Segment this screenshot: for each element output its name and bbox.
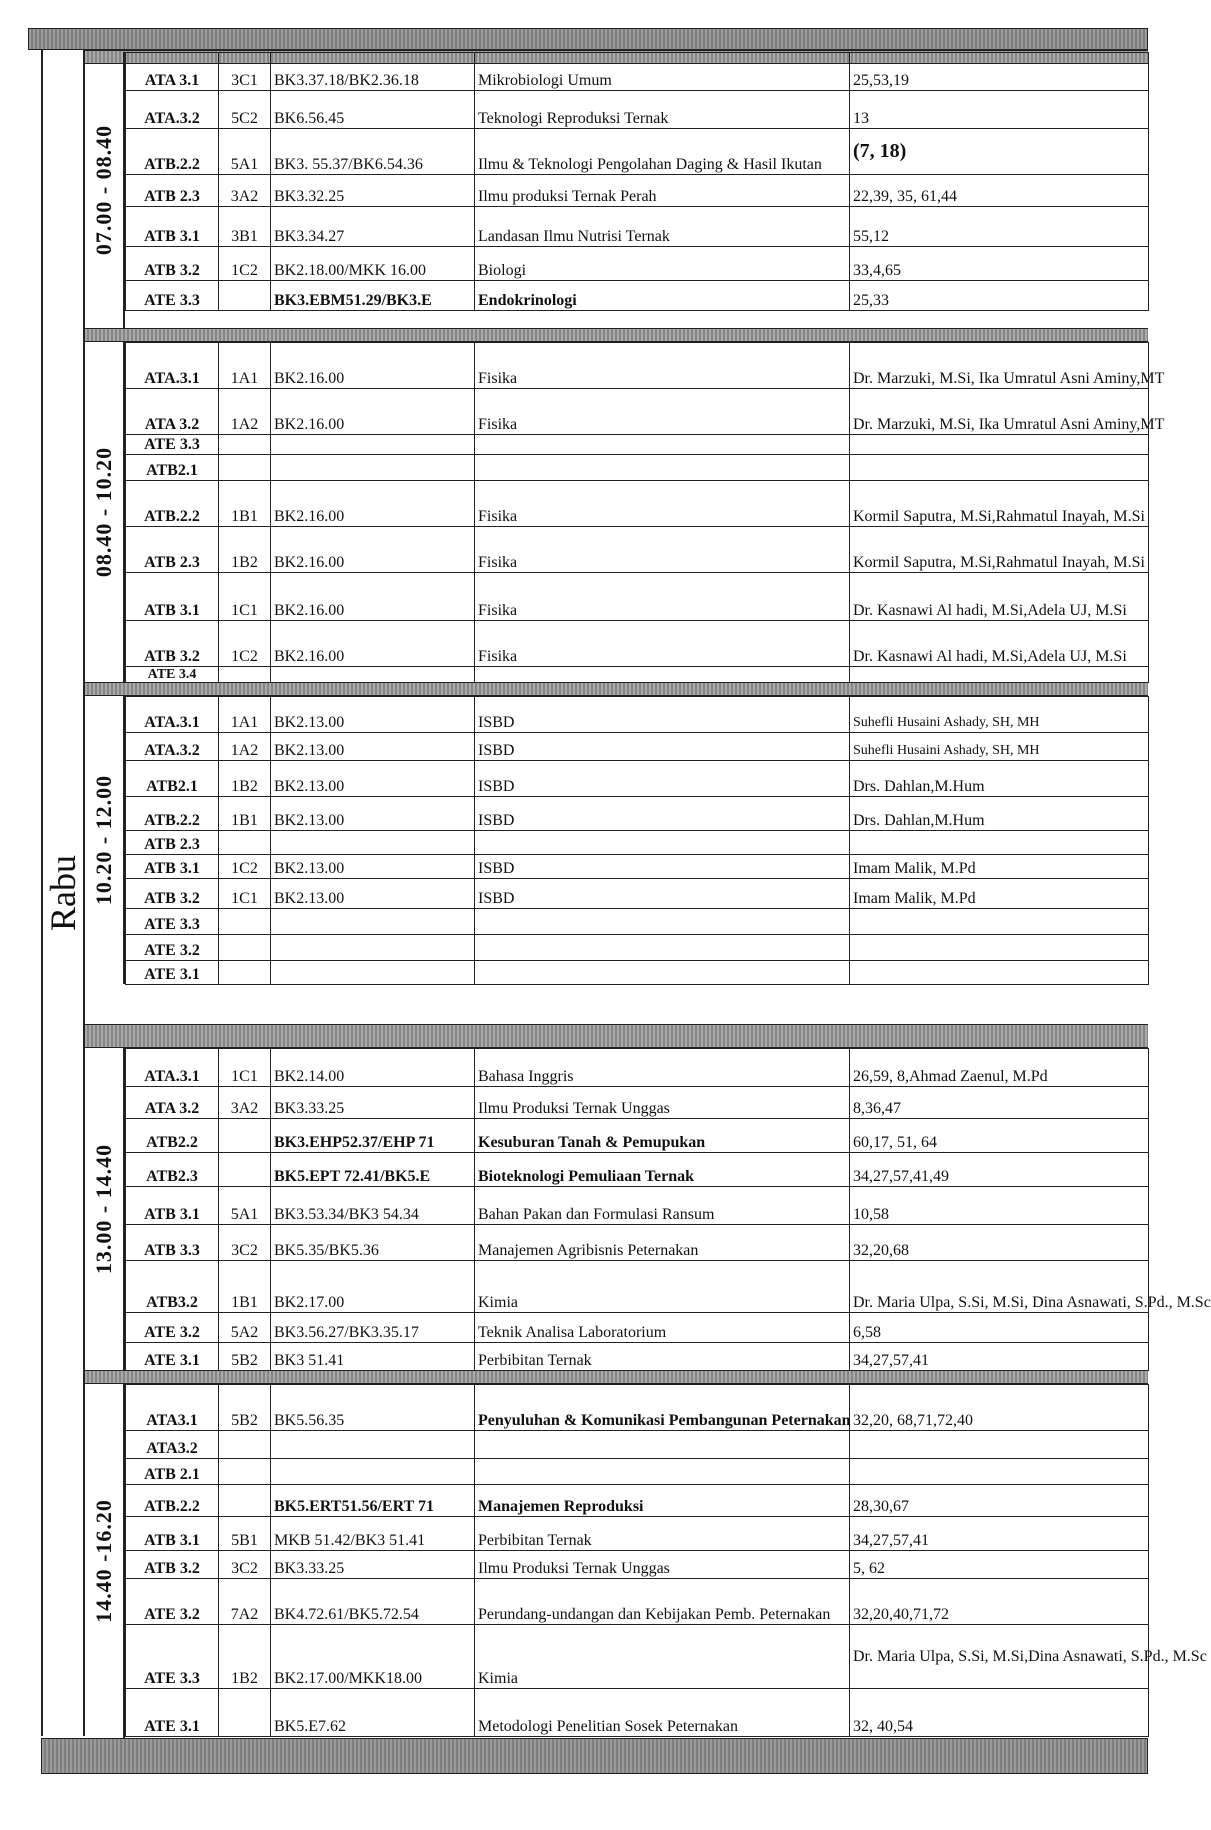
lecturer-cell: Kormil Saputra, M.Si,Rahmatul Inayah, M.Si [850,527,1149,573]
lecturer-cell: 10,58 [850,1187,1149,1225]
subject-cell: Ilmu & Teknologi Pengolahan Daging & Hasil Ikutan [475,129,850,175]
lecturer-cell: 13 [850,91,1149,129]
class-cell: ATB 3.1 [126,573,219,621]
table-row [126,1119,1149,1153]
lecturer-cell: 28,30,67 [850,1485,1149,1517]
lecturer-cell: 32, 40,54 [850,1689,1149,1737]
code-cell: BK3.53.34/BK3 54.34 [271,1187,475,1225]
room-cell: 1A1 [219,697,271,733]
subject-cell: ISBD [475,697,850,733]
lecturer-cell [850,455,1149,481]
table-row [126,1517,1149,1551]
class-cell: ATB 3.2 [126,247,219,281]
code-cell: BK2.14.00 [271,1049,475,1087]
block-separator [85,682,1148,696]
code-cell: BK3.33.25 [271,1087,475,1119]
lecturer-cell [850,831,1149,855]
code-cell: BK2.16.00 [271,621,475,667]
code-cell [271,1459,475,1485]
room-cell [219,455,271,481]
schedule-table [125,342,1165,683]
time-label: 13.00 - 14.40 [91,1143,116,1275]
code-cell [271,435,475,455]
subject-cell: Bahasa Inggris [475,1049,850,1087]
header-bar [28,28,1148,50]
subject-cell: Endokrinologi [475,281,850,311]
room-cell [219,667,271,683]
subject-cell [475,435,850,455]
class-cell: ATA.3.2 [126,733,219,761]
lecturer-cell: Dr. Marzuki, M.Si, Ika Umratul Asni Aminy,MT [850,389,1149,435]
class-cell: ATE 3.3 [126,909,219,935]
code-cell: BK3.32.25 [271,175,475,207]
lecturer-cell: 55,12 [850,207,1149,247]
table-row [126,761,1149,797]
subject-cell [475,909,850,935]
subject-cell: Bioteknologi Pemuliaan Ternak [475,1153,850,1187]
lecturer-cell: Suhefli Husaini Ashady, SH, MH [850,697,1149,733]
table-row [126,1385,1149,1431]
lecturer-cell: 60,17, 51, 64 [850,1119,1149,1153]
class-cell: ATB 3.2 [126,879,219,909]
time-cell [85,1384,125,1738]
subject-cell: Ilmu Produksi Ternak Unggas [475,1551,850,1579]
lecturer-cell: 26,59, 8,Ahmad Zaenul, M.Pd [850,1049,1149,1087]
lecturer-cell: 22,39, 35, 61,44 [850,175,1149,207]
table-row [126,53,1149,91]
lecturer-cell: 32,20,40,71,72 [850,1579,1149,1625]
subject-cell: Kesuburan Tanah & Pemupukan [475,1119,850,1153]
subject-cell: Penyuluhan & Komunikasi Pembangunan Peternakan [475,1385,850,1431]
subject-cell: Fisika [475,573,850,621]
lecturer-cell: 5, 62 [850,1551,1149,1579]
time-cell [85,696,125,984]
table-row [126,667,1149,683]
class-cell: ATE 3.2 [126,1579,219,1625]
time-block-2 [85,342,1165,682]
room-cell: 3B1 [219,207,271,247]
lecturer-cell: 33,4,65 [850,247,1149,281]
code-cell: BK5.ERT51.56/ERT 71 [271,1485,475,1517]
code-cell: BK2.16.00 [271,389,475,435]
subject-cell: Landasan Ilmu Nutrisi Ternak [475,207,850,247]
room-cell: 1C2 [219,247,271,281]
table-row [126,1625,1149,1689]
table-row [126,935,1149,961]
table-row [126,1187,1149,1225]
subject-cell: Manajemen Reproduksi [475,1485,850,1517]
room-cell: 5A2 [219,1313,271,1343]
schedule-table [125,1048,1211,1371]
table-row [126,573,1149,621]
lecturer-cell: 34,27,57,41 [850,1517,1149,1551]
time-block-3 [85,696,1148,984]
code-cell: BK2.13.00 [271,733,475,761]
subject-cell: Mikrobiologi Umum [475,53,850,91]
code-cell: BK3. 55.37/BK6.54.36 [271,129,475,175]
lecturer-cell: 8,36,47 [850,1087,1149,1119]
lecturer-cell [850,935,1149,961]
room-cell: 1A1 [219,343,271,389]
subject-cell: Manajemen Agribisnis Peternakan [475,1225,850,1261]
subject-cell: Teknik Analisa Laboratorium [475,1313,850,1343]
lecturer-cell: Dr. Kasnawi Al hadi, M.Si,Adela UJ, M.Si [850,573,1149,621]
code-cell: BK2.16.00 [271,573,475,621]
table-row [126,481,1149,527]
time-cell [85,342,125,682]
table-row [126,1689,1149,1737]
time-block-4 [85,1048,1211,1370]
code-cell: BK5.E7.62 [271,1689,475,1737]
code-cell: BK6.56.45 [271,91,475,129]
lecturer-cell: Dr. Maria Ulpa, S.Si, M.Si, Dina Asnawati, S.Pd., M.Sc [850,1261,1149,1313]
block-separator [85,328,1148,342]
schedule-sheet [28,28,1211,1748]
code-cell: BK3.EHP52.37/EHP 71 [271,1119,475,1153]
class-cell: ATB 2.3 [126,527,219,573]
class-cell: ATB.2.2 [126,129,219,175]
code-cell [271,831,475,855]
lecturer-cell [850,961,1149,985]
table-row [126,831,1149,855]
subject-cell: ISBD [475,879,850,909]
code-cell: BK3 51.41 [271,1343,475,1371]
schedule-table [125,696,1149,985]
subject-cell [475,961,850,985]
class-cell: ATA3.2 [126,1431,219,1459]
table-row [126,281,1149,311]
schedule-table [125,52,1149,311]
code-cell: BK2.18.00/MKK 16.00 [271,247,475,281]
lecturer-cell: 25,33 [850,281,1149,311]
class-cell: ATB2.3 [126,1153,219,1187]
room-cell [219,909,271,935]
table-row [126,855,1149,879]
block-separator [85,1024,1148,1048]
time-cell [85,1048,125,1370]
room-cell: 5C2 [219,91,271,129]
class-cell: ATB.2.2 [126,797,219,831]
code-cell: BK2.16.00 [271,527,475,573]
subject-cell [475,667,850,683]
subject-cell [475,1459,850,1485]
room-cell: 3A2 [219,1087,271,1119]
room-cell: 5B2 [219,1343,271,1371]
class-cell: ATE 3.1 [126,1689,219,1737]
subject-cell: Metodologi Penelitian Sosek Peternakan [475,1689,850,1737]
table-row [126,961,1149,985]
subject-cell: Kimia [475,1261,850,1313]
code-cell: BK2.16.00 [271,343,475,389]
room-cell: 1B1 [219,481,271,527]
lecturer-cell: Suhefli Husaini Ashady, SH, MH [850,733,1149,761]
code-cell: BK3.37.18/BK2.36.18 [271,53,475,91]
class-cell: ATA 3.2 [126,1087,219,1119]
table-row [126,1049,1149,1087]
table-row [126,435,1149,455]
code-cell: BK2.17.00/MKK18.00 [271,1625,475,1689]
room-cell: 1C2 [219,621,271,667]
class-cell: ATB 2.3 [126,831,219,855]
subject-cell: Perbibitan Ternak [475,1343,850,1371]
lecturer-cell: Dr. Maria Ulpa, S.Si, M.Si,Dina Asnawati, S.Pd., M.Sc [850,1625,1149,1689]
room-cell: 3C1 [219,53,271,91]
class-cell: ATB2.2 [126,1119,219,1153]
lecturer-cell: 32,20,68 [850,1225,1149,1261]
table-row [126,343,1149,389]
code-cell: BK2.13.00 [271,697,475,733]
class-cell: ATA3.1 [126,1385,219,1431]
room-cell [219,1119,271,1153]
room-cell [219,935,271,961]
class-cell: ATE 3.1 [126,1343,219,1371]
subject-cell: Biologi [475,247,850,281]
time-label: 10.20 - 12.00 [91,774,116,906]
subject-cell: ISBD [475,761,850,797]
code-cell [271,1431,475,1459]
subject-cell: ISBD [475,797,850,831]
room-cell: 1C2 [219,855,271,879]
table-row [126,797,1149,831]
class-cell: ATB 3.1 [126,207,219,247]
subject-cell: Fisika [475,343,850,389]
day-label [41,50,85,1736]
lecturer-cell: Imam Malik, M.Pd [850,855,1149,879]
subject-cell: Fisika [475,389,850,435]
code-cell [271,455,475,481]
table-row [126,909,1149,935]
room-cell [219,961,271,985]
room-cell [219,1689,271,1737]
class-cell: ATB 3.2 [126,1551,219,1579]
table-row [126,1087,1149,1119]
table-row [126,389,1149,435]
lecturer-cell [850,129,1149,175]
code-cell: BK5.EPT 72.41/BK5.E [271,1153,475,1187]
room-cell [219,1153,271,1187]
table-row [126,1225,1149,1261]
class-cell: ATB.2.2 [126,481,219,527]
lecturer-cell [850,1431,1149,1459]
day-name: Rabu [43,855,83,931]
room-cell [219,1431,271,1459]
room-cell: 7A2 [219,1579,271,1625]
subject-cell: Fisika [475,527,850,573]
time-block-5 [85,1384,1207,1738]
class-cell: ATA.3.1 [126,343,219,389]
code-cell: BK4.72.61/BK5.72.54 [271,1579,475,1625]
class-cell: ATB 3.2 [126,621,219,667]
class-cell: ATE 3.3 [126,1625,219,1689]
table-row [126,1485,1149,1517]
class-cell: ATE 3.1 [126,961,219,985]
subject-cell: Perundang-undangan dan Kebijakan Pemb. Peternakan [475,1579,850,1625]
code-cell: BK3.EBM51.29/BK3.E [271,281,475,311]
code-cell: BK5.35/BK5.36 [271,1225,475,1261]
table-row [126,247,1149,281]
code-cell: BK3.33.25 [271,1551,475,1579]
room-cell: 5A1 [219,1187,271,1225]
lecturer-cell: 32,20, 68,71,72,40 [850,1385,1149,1431]
subject-cell [475,1431,850,1459]
table-row [126,733,1149,761]
code-cell [271,935,475,961]
subject-cell: Ilmu produksi Ternak Perah [475,175,850,207]
table-row [126,1459,1149,1485]
code-cell: BK3.34.27 [271,207,475,247]
lecturer-cell: 25,53,19 [850,53,1149,91]
subject-cell: ISBD [475,855,850,879]
lecturer-cell: 34,27,57,41,49 [850,1153,1149,1187]
table-row [126,527,1149,573]
code-cell: BK2.17.00 [271,1261,475,1313]
lecturer-cell [850,667,1149,683]
lecturer-cell: 34,27,57,41 [850,1343,1149,1371]
table-row [126,1343,1149,1371]
code-cell: BK5.56.35 [271,1385,475,1431]
room-cell: 1B1 [219,797,271,831]
lecturer-cell: Dr. Marzuki, M.Si, Ika Umratul Asni Aminy,MT [850,343,1149,389]
class-cell: ATE 3.2 [126,1313,219,1343]
class-cell: ATB.2.2 [126,1485,219,1517]
room-cell [219,281,271,311]
class-cell: ATA.3.1 [126,697,219,733]
time-cell [85,52,125,328]
class-cell: ATB 3.3 [126,1225,219,1261]
lecturer-cell: Drs. Dahlan,M.Hum [850,797,1149,831]
footer-bar [41,1738,1148,1774]
lecturer-cell [850,435,1149,455]
table-row [126,1551,1149,1579]
subject-cell [475,831,850,855]
table-row [126,1313,1149,1343]
class-cell: ATA 3.1 [126,53,219,91]
room-cell [219,1459,271,1485]
class-cell: ATB 3.1 [126,1517,219,1551]
lecturer-cell: Dr. Kasnawi Al hadi, M.Si,Adela UJ, M.Si [850,621,1149,667]
subject-cell: Fisika [475,621,850,667]
table-row [126,1579,1149,1625]
subject-cell: Teknologi Reproduksi Ternak [475,91,850,129]
lecturer-cell: Drs. Dahlan,M.Hum [850,761,1149,797]
table-row [126,697,1149,733]
room-cell: 1A2 [219,389,271,435]
time-label: 07.00 - 08.40 [91,124,116,256]
subject-cell: Kimia [475,1625,850,1689]
class-cell: ATB2.1 [126,455,219,481]
table-row [126,1153,1149,1187]
lecturer-value: (7, 18) [853,139,907,162]
class-cell: ATB 3.1 [126,1187,219,1225]
code-cell: BK3.56.27/BK3.35.17 [271,1313,475,1343]
room-cell: 1B2 [219,1625,271,1689]
subject-cell [475,455,850,481]
time-block-1 [85,52,1148,328]
table-row [126,207,1149,247]
subject-cell: Perbibitan Ternak [475,1517,850,1551]
table-row [126,91,1149,129]
code-cell: BK2.13.00 [271,797,475,831]
code-cell [271,667,475,683]
subject-cell: ISBD [475,733,850,761]
class-cell: ATE 3.3 [126,435,219,455]
room-cell: 5B2 [219,1385,271,1431]
subject-cell: Bahan Pakan dan Formulasi Ransum [475,1187,850,1225]
table-row [126,879,1149,909]
room-cell: 1B2 [219,527,271,573]
code-cell [271,909,475,935]
lecturer-cell [850,1459,1149,1485]
room-cell [219,1485,271,1517]
code-cell: BK2.13.00 [271,855,475,879]
class-cell: ATB 3.1 [126,855,219,879]
code-cell: BK2.13.00 [271,761,475,797]
code-cell: BK2.16.00 [271,481,475,527]
table-row [126,455,1149,481]
room-cell: 3C2 [219,1225,271,1261]
room-cell: 1A2 [219,733,271,761]
class-cell: ATE 3.3 [126,281,219,311]
table-row [126,175,1149,207]
room-cell: 5A1 [219,129,271,175]
room-cell: 3C2 [219,1551,271,1579]
lecturer-cell: 6,58 [850,1313,1149,1343]
room-cell: 1B2 [219,761,271,797]
time-label: 14.40 -16.20 [91,1499,116,1623]
subject-cell [475,935,850,961]
time-label: 08.40 - 10.20 [91,446,116,578]
table-row [126,1261,1149,1313]
class-cell: ATE 3.4 [126,667,219,683]
class-cell: ATA.3.2 [126,91,219,129]
class-cell: ATE 3.2 [126,935,219,961]
class-cell: ATB3.2 [126,1261,219,1313]
lecturer-cell: Kormil Saputra, M.Si,Rahmatul Inayah, M.Si [850,481,1149,527]
room-cell: 1C1 [219,879,271,909]
class-cell: ATB 2.1 [126,1459,219,1485]
class-cell: ATA.3.1 [126,1049,219,1087]
room-cell: 3A2 [219,175,271,207]
room-cell: 1C1 [219,573,271,621]
room-cell: 5B1 [219,1517,271,1551]
room-cell [219,831,271,855]
code-cell: BK2.13.00 [271,879,475,909]
lecturer-cell: Imam Malik, M.Pd [850,879,1149,909]
block-separator [85,1370,1148,1384]
table-row [126,129,1149,175]
subject-cell: Ilmu Produksi Ternak Unggas [475,1087,850,1119]
class-cell: ATA 3.2 [126,389,219,435]
subject-cell: Fisika [475,481,850,527]
room-cell: 1C1 [219,1049,271,1087]
code-cell: MKB 51.42/BK3 51.41 [271,1517,475,1551]
room-cell [219,435,271,455]
room-cell: 1B1 [219,1261,271,1313]
schedule-table [125,1384,1207,1737]
lecturer-cell [850,909,1149,935]
class-cell: ATB2.1 [126,761,219,797]
table-row [126,1431,1149,1459]
class-cell: ATB 2.3 [126,175,219,207]
table-row [126,621,1149,667]
code-cell [271,961,475,985]
